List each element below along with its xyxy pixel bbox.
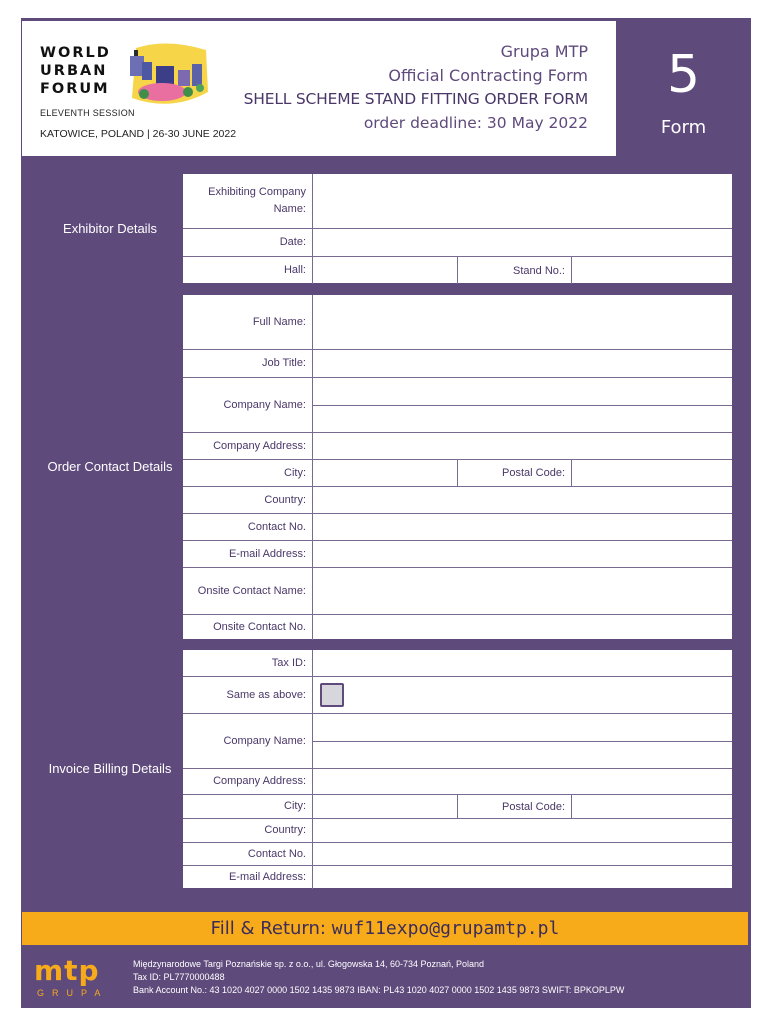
mtp-brand-sub: GRUPA (37, 988, 109, 998)
form-row (183, 350, 732, 378)
field-label: Postal Code: (458, 795, 572, 818)
field-label: Date: (183, 229, 313, 256)
form-row (183, 295, 732, 350)
hall-field[interactable] (313, 257, 458, 284)
form-row (183, 378, 732, 433)
company-address: Międzynarodowe Targi Poznańskie sp. z o.o., ul. Głogowska 14, 60-734 Poznań, Poland (133, 959, 485, 969)
invoice-email-field[interactable] (313, 866, 732, 889)
form-row (183, 714, 732, 769)
form-subtitle: Official Contracting Form (388, 66, 588, 85)
return-email-link[interactable]: wuf11expo@grupamtp.pl (331, 918, 560, 939)
form-row (183, 843, 732, 866)
form-row (183, 615, 732, 640)
logo-line-1: WORLD (40, 45, 111, 61)
form-row (183, 257, 732, 284)
date-field[interactable] (313, 229, 732, 256)
logo-session: ELEVENTH SESSION (40, 108, 135, 118)
fill-return-label: Fill & Return: (210, 918, 326, 939)
section-heading: Order Contact Details (37, 295, 183, 639)
logo-line-3: FORUM (40, 81, 110, 97)
form-row (183, 866, 732, 889)
field-label: Full Name: (183, 295, 313, 349)
field-label: Tax ID: (183, 650, 313, 676)
divider (313, 405, 732, 406)
company-address-field[interactable] (313, 433, 732, 459)
field-label: Company Name: (183, 714, 313, 768)
order-contact-section (36, 294, 733, 640)
form-row (183, 460, 732, 487)
exhibitor-details-section (36, 173, 733, 284)
form-row (183, 229, 732, 257)
field-label: Contact No. (183, 843, 313, 865)
form-row (183, 541, 732, 568)
mtp-logo (34, 956, 108, 998)
city-field[interactable] (313, 460, 458, 486)
invoice-contact-no-field[interactable] (313, 843, 732, 865)
email-field[interactable] (313, 541, 732, 567)
org-name: Grupa MTP (500, 42, 588, 61)
form-row (183, 514, 732, 541)
field-label: Country: (183, 487, 313, 513)
exhibiting-company-name-field[interactable] (313, 174, 732, 228)
field-label: E-mail Address: (183, 866, 313, 889)
field-label: Postal Code: (458, 460, 572, 486)
field-label: E-mail Address: (183, 541, 313, 567)
field-label: Company Name: (183, 378, 313, 432)
field-label: Stand No.: (458, 257, 572, 284)
order-deadline: order deadline: 30 May 2022 (363, 114, 588, 132)
country-field[interactable] (313, 487, 732, 513)
section-heading: Exhibitor Details (37, 174, 183, 283)
field-label: Hall: (183, 257, 313, 284)
form-row (183, 677, 732, 714)
job-title-field[interactable] (313, 350, 732, 377)
onsite-contact-no-field[interactable] (313, 615, 732, 640)
company-tax-id: Tax ID: PL7770000488 (133, 972, 225, 982)
field-label: Job Title: (183, 350, 313, 377)
form-title: SHELL SCHEME STAND FITTING ORDER FORM (243, 90, 588, 108)
invoice-billing-section (36, 649, 733, 889)
postal-code-field[interactable] (572, 460, 732, 486)
company-info (133, 958, 624, 997)
field-label: Onsite Contact Name: (183, 568, 313, 614)
field-label: Exhibiting Company Name: (183, 174, 313, 228)
form-label: Form (660, 117, 707, 138)
form-row (183, 487, 732, 514)
full-name-field[interactable] (313, 295, 732, 349)
form-row (183, 819, 732, 843)
wuf-logo (40, 44, 111, 98)
mtp-brand: mtp (34, 954, 100, 987)
bank-account: Bank Account No.: 43 1020 4027 0000 1502 1435 9873 IBAN: PL43 1020 4027 0000 1502 1435 9873 SWIFT: BPKOPLPW (133, 985, 625, 995)
invoice-company-address-field[interactable] (313, 769, 732, 794)
city-illustration-icon (122, 42, 212, 108)
section-heading: Invoice Billing Details (37, 650, 183, 888)
form-row (183, 650, 732, 677)
field-label: City: (183, 795, 313, 818)
field-label: Contact No. (183, 514, 313, 540)
form-row (183, 795, 732, 819)
contact-no-field[interactable] (313, 514, 732, 540)
same-as-above-checkbox[interactable] (320, 683, 344, 707)
stand-no-field[interactable] (572, 257, 732, 284)
field-label: Onsite Contact No. (183, 615, 313, 640)
form-row (183, 769, 732, 795)
field-label: Country: (183, 819, 313, 842)
field-label: Same as above: (183, 677, 313, 713)
form-number: 5 (666, 45, 701, 105)
form-row (183, 433, 732, 460)
invoice-city-field[interactable] (313, 795, 458, 818)
field-label: Company Address: (183, 769, 313, 794)
onsite-contact-name-field[interactable] (313, 568, 732, 614)
fill-return-bar (22, 912, 748, 945)
logo-line-2: URBAN (40, 63, 108, 79)
form-row (183, 568, 732, 615)
form-row (183, 174, 732, 229)
divider (313, 741, 732, 742)
invoice-postal-code-field[interactable] (572, 795, 732, 818)
tax-id-field[interactable] (313, 650, 732, 676)
event-place-date: KATOWICE, POLAND | 26-30 JUNE 2022 (40, 128, 237, 140)
field-label: Company Address: (183, 433, 313, 459)
invoice-country-field[interactable] (313, 819, 732, 842)
field-label: City: (183, 460, 313, 486)
